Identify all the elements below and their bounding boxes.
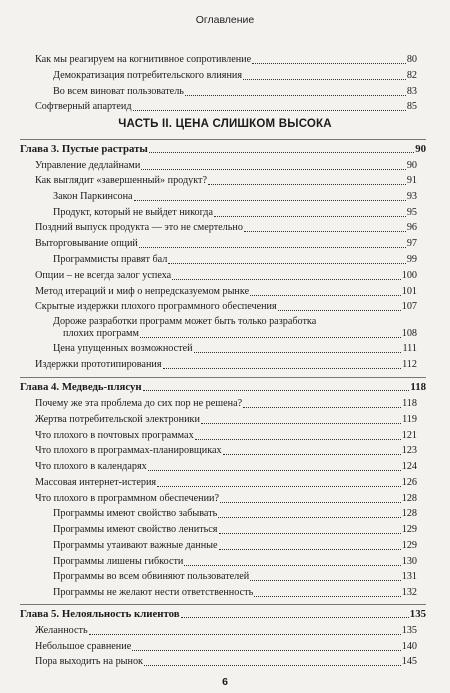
entry-page: 83: [406, 86, 417, 97]
entry-title: Выторговывание опций: [35, 238, 138, 249]
chapter-rule: [20, 377, 426, 378]
entry-page: 82: [406, 70, 417, 81]
toc-entry: [35, 270, 417, 282]
entry-title: Программы имеют свойство лениться: [53, 524, 218, 535]
entry-page: 111: [402, 343, 417, 354]
toc-entry: [35, 445, 417, 457]
chapter-page: 135: [409, 608, 426, 620]
dot-leader: [181, 617, 409, 618]
chapter-heading: [20, 381, 426, 393]
entry-page: 128: [401, 508, 417, 519]
entry-page: 99: [406, 254, 417, 265]
part-title: ЧАСТЬ II. ЦЕНА СЛИШКОМ ВЫСОКА: [118, 118, 332, 130]
dot-leader: [243, 79, 406, 80]
toc-entry: [53, 86, 417, 98]
entry-page: 124: [401, 461, 417, 472]
entry-page: 145: [401, 656, 417, 667]
entry-title: Что плохого в программном обеспечении?: [35, 493, 220, 504]
entry-title: Метод итераций и миф о непредсказуемом рынке: [35, 286, 250, 297]
entry-title: Цена упущенных возможностей: [53, 343, 193, 354]
entry-page: 128: [401, 493, 417, 504]
toc-entry: [63, 328, 417, 340]
entry-page: 91: [406, 175, 417, 186]
dot-leader: [194, 352, 402, 353]
entry-title: Во всем виноват пользователь: [53, 86, 184, 97]
chapter-heading: [20, 143, 426, 155]
dot-leader: [250, 295, 401, 296]
toc-entry: [35, 398, 417, 410]
toc-entry: [35, 477, 417, 489]
toc-entry: [35, 493, 417, 505]
entry-page: 121: [401, 430, 417, 441]
dot-leader: [214, 216, 406, 217]
toc-entry: [53, 191, 417, 203]
dot-leader: [149, 152, 414, 153]
entry-page: 131: [401, 571, 417, 582]
toc-entry: [35, 286, 417, 298]
dot-leader: [172, 279, 401, 280]
entry-title: Опции – не всегда залог успеха: [35, 270, 172, 281]
toc-entry: [35, 359, 417, 371]
dot-leader: [208, 184, 406, 185]
toc-entry: [53, 540, 417, 552]
entry-title: Издержки прототипирования: [35, 359, 162, 370]
entry-title: Программы не желают нести ответственность: [53, 587, 254, 598]
entry-page: 108: [401, 328, 417, 339]
entry-title: Что плохого в программах-планировщиках: [35, 445, 222, 456]
entry-page: 100: [401, 270, 417, 281]
toc-entry: [35, 461, 417, 473]
dot-leader: [218, 517, 400, 518]
toc-entry: [35, 54, 417, 66]
entry-title: Программы лишены гибкости: [53, 556, 184, 567]
page-number: 6: [222, 676, 228, 688]
entry-title: Как мы реагируем на когнитивное сопротивление: [35, 54, 252, 65]
entry-title: Софтверный апартеид: [35, 101, 132, 112]
toc-entry: [53, 70, 417, 82]
entry-page: 107: [401, 301, 417, 312]
entry-title: Как выглядит «завершенный» продукт?: [35, 175, 208, 186]
toc-entry: [53, 207, 417, 219]
entry-page: 112: [402, 359, 417, 370]
dot-leader: [219, 533, 401, 534]
chapter-heading: [20, 608, 426, 620]
toc-entry: [53, 254, 417, 266]
entry-page: 97: [406, 238, 417, 249]
entry-title: Управление дедлайнами: [35, 160, 141, 171]
dot-leader: [144, 665, 401, 666]
entry-title: Продукт, который не выйдет никогда: [53, 207, 213, 218]
toc-entry: [35, 301, 417, 313]
entry-page: 95: [406, 207, 417, 218]
dot-leader: [201, 423, 401, 424]
dot-leader: [244, 231, 406, 232]
entry-title: Скрытые издержки плохого программного обеспечения: [35, 301, 277, 312]
dot-leader: [139, 247, 406, 248]
entry-page: 129: [401, 540, 417, 551]
entry-title: Жертва потребительской электроники: [35, 414, 200, 425]
toc-entry: [35, 625, 417, 637]
dot-leader: [133, 110, 406, 111]
chapter-title: Глава 3. Пустые растраты: [20, 143, 148, 155]
dot-leader: [250, 580, 400, 581]
entry-page: 132: [401, 587, 417, 598]
entry-title: Программы имеют свойство забывать: [53, 508, 218, 519]
toc-entry: [35, 175, 417, 187]
entry-title: Программы во всем обвиняют пользователей: [53, 571, 250, 582]
entry-page: 118: [402, 398, 417, 409]
entry-title: Что плохого в почтовых программах: [35, 430, 194, 441]
dot-leader: [141, 169, 405, 170]
entry-page: 123: [401, 445, 417, 456]
entry-title: Массовая интернет-истерия: [35, 477, 157, 488]
dot-leader: [168, 263, 405, 264]
running-head: Оглавление: [195, 14, 255, 26]
dot-leader: [278, 310, 401, 311]
toc-entry-first-line: Дороже разработки программ может быть только разработка: [53, 316, 317, 327]
chapter-title: Глава 5. Нелояльность клиентов: [20, 608, 180, 620]
entry-page: 96: [406, 222, 417, 233]
entry-page: 129: [401, 524, 417, 535]
dot-leader: [163, 368, 402, 369]
dot-leader: [184, 565, 400, 566]
toc-entry: [35, 641, 417, 653]
toc-entry: [53, 587, 417, 599]
toc-entry: [35, 430, 417, 442]
toc-entry: [53, 343, 417, 355]
dot-leader: [195, 439, 401, 440]
chapter-rule: [20, 139, 426, 140]
entry-title: Поздний выпуск продукта — это не смертельно: [35, 222, 243, 233]
entry-page: 101: [401, 286, 417, 297]
dot-leader: [148, 470, 401, 471]
toc-entry: [35, 238, 417, 250]
dot-leader: [185, 95, 406, 96]
entry-title: Почему же эта проблема до сих пор не решена?: [35, 398, 243, 409]
entry-title: Пора выходить на рынок: [35, 656, 144, 667]
entry-page: 80: [406, 54, 417, 65]
chapter-page: 90: [415, 143, 426, 155]
entry-page: 85: [406, 101, 417, 112]
chapter-title: Глава 4. Медведь-плясун: [20, 381, 142, 393]
entry-page: 119: [402, 414, 417, 425]
entry-page: 135: [401, 625, 417, 636]
entry-title: Программисты правят бал: [53, 254, 168, 265]
dot-leader: [252, 63, 406, 64]
dot-leader: [254, 596, 400, 597]
dot-leader: [157, 486, 401, 487]
toc-entry: [53, 556, 417, 568]
chapter-rule: [20, 604, 426, 605]
entry-title: Закон Паркинсона: [53, 191, 133, 202]
toc-entry: [53, 571, 417, 583]
chapter-page: 118: [410, 381, 426, 393]
entry-page: 130: [401, 556, 417, 567]
entry-title: Желанность: [35, 625, 88, 636]
entry-title: плохих программ: [63, 328, 139, 339]
toc-entry: [35, 160, 417, 172]
entry-title: Небольшое сравнение: [35, 641, 132, 652]
toc-entry: [35, 101, 417, 113]
dot-leader: [140, 337, 401, 338]
dot-leader: [89, 634, 401, 635]
entry-page: 90: [406, 160, 417, 171]
toc-entry: [35, 414, 417, 426]
entry-title: Демократизация потребительского влияния: [53, 70, 243, 81]
toc-entry: [35, 222, 417, 234]
dot-leader: [219, 549, 401, 550]
entry-page: 93: [406, 191, 417, 202]
dot-leader: [223, 454, 401, 455]
dot-leader: [243, 407, 401, 408]
entry-title: Программы утаивают важные данные: [53, 540, 218, 551]
entry-page: 140: [401, 641, 417, 652]
toc-entry: [35, 656, 417, 668]
entry-page: 126: [401, 477, 417, 488]
toc-entry: [53, 524, 417, 536]
dot-leader: [132, 650, 400, 651]
entry-title: Что плохого в календарях: [35, 461, 147, 472]
toc-entry: [53, 508, 417, 520]
dot-leader: [134, 200, 406, 201]
dot-leader: [143, 390, 410, 391]
dot-leader: [220, 502, 401, 503]
